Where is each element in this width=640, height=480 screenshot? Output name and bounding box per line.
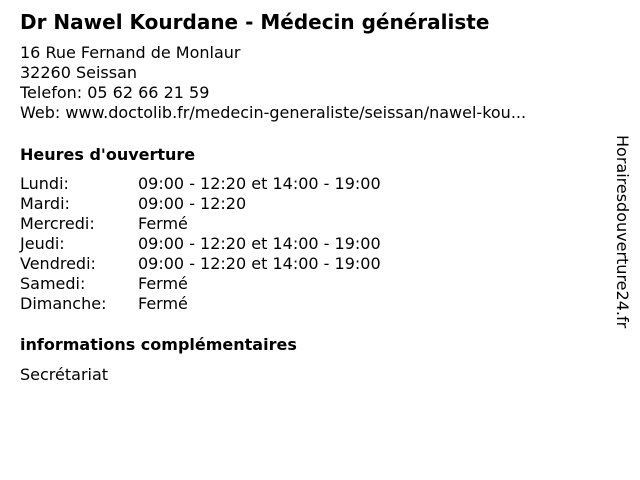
hours-row-thursday [20, 234, 381, 254]
hours-row-monday [20, 174, 381, 194]
city-address: 32260 Seissan [20, 63, 138, 82]
opening-hours-table [20, 174, 381, 314]
day-label: Lundi: [20, 174, 69, 193]
day-label: Dimanche: [20, 294, 107, 313]
info-text: Secrétariat [20, 365, 109, 384]
info-heading: informations complémentaires [20, 335, 297, 354]
site-watermark: Horairesdouverture24.fr [613, 135, 632, 329]
hours-row-wednesday [20, 214, 381, 234]
day-label: Jeudi: [20, 234, 65, 253]
address-block [20, 43, 526, 123]
website-link: Web: www.doctolib.fr/medecin-generaliste/seissan/nawel-kou... [20, 103, 527, 122]
street-address: 16 Rue Fernand de Monlaur [20, 43, 241, 62]
hours-row-friday [20, 254, 381, 274]
hours-row-sunday [20, 294, 381, 314]
day-hours: Fermé [138, 294, 188, 313]
day-label: Mercredi: [20, 214, 95, 233]
page-title: Dr Nawel Kourdane - Médecin généraliste [20, 10, 490, 34]
day-label: Vendredi: [20, 254, 96, 273]
day-label: Mardi: [20, 194, 70, 213]
day-hours: 09:00 - 12:20 [138, 194, 247, 213]
hours-row-tuesday [20, 194, 381, 214]
day-hours: 09:00 - 12:20 et 14:00 - 19:00 [138, 174, 381, 193]
phone-number: Telefon: 05 62 66 21 59 [20, 83, 210, 102]
day-hours: 09:00 - 12:20 et 14:00 - 19:00 [138, 254, 381, 273]
day-hours: Fermé [138, 214, 188, 233]
hours-heading: Heures d'ouverture [20, 145, 196, 164]
day-hours: 09:00 - 12:20 et 14:00 - 19:00 [138, 234, 381, 253]
day-label: Samedi: [20, 274, 86, 293]
hours-row-saturday [20, 274, 381, 294]
day-hours: Fermé [138, 274, 188, 293]
